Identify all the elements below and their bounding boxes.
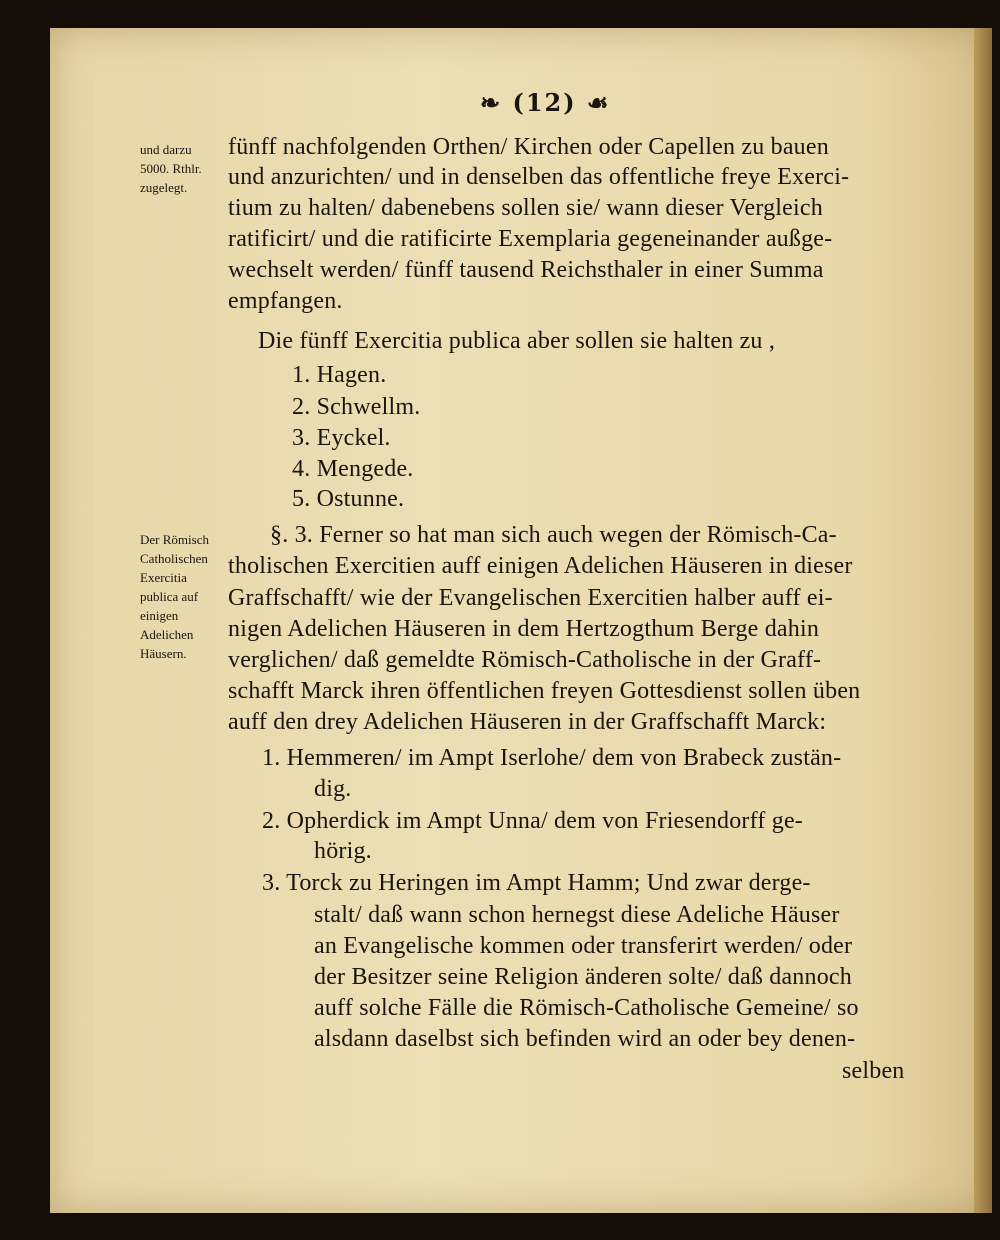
text-line: alsdann daselbst sich befinden wird an oder bey denen- [314,1026,856,1052]
text-line: an Evangelische kommen oder transferirt werden/ oder [314,933,853,959]
list-item: 3. Eyckel. [292,425,391,451]
list-item: 5. Ostunne. [292,486,405,512]
catchword: selben [842,1058,905,1084]
text-line: hörig. [314,838,372,864]
text-line: empfangen. [228,288,343,314]
text-line: und anzurichten/ und in denselben das offentliche freye Exerci- [228,164,850,190]
text-line: auff den drey Adelichen Häuseren in der Graffschafft Marck: [228,709,827,735]
text-line: wechselt werden/ fünff tausend Reichsthaler in einer Summa [228,257,824,283]
text-line: stalt/ daß wann schon hernegst diese Adeliche Häuser [314,902,840,928]
text-line: Graffschafft/ wie der Evangelischen Exercitien halber auff ei- [228,585,833,611]
list-item: 4. Mengede. [292,456,414,482]
text-line: tium zu halten/ dabenebens sollen sie/ wann dieser Vergleich [228,195,823,221]
text-line: dig. [314,776,352,802]
text-line: auff solche Fälle die Römisch-Catholische Gemeine/ so [314,995,859,1021]
text-line: verglichen/ daß gemeldte Römisch-Catholische in der Graff- [228,647,822,673]
list-item: 3. Torck zu Heringen im Ampt Hamm; Und zwar derge- [262,870,811,896]
text-line: der Besitzer seine Religion änderen solte/ daß dannoch [314,964,852,990]
list-item: 2. Opherdick im Ampt Unna/ dem von Friesendorff ge- [262,808,803,834]
margin-note-1: und darzu 5000. Rthlr. zugelegt. [140,142,202,195]
text-line: ratificirt/ und die ratificirte Exemplaria gegeneinander außge- [228,226,833,252]
list-item: 1. Hagen. [292,362,387,388]
page-header: ❧ (12) ☙ [480,88,611,117]
list-item: 1. Hemmeren/ im Ampt Iserlohe/ dem von Brabeck zustän- [262,745,842,771]
page-edge [974,28,992,1213]
text-line: nigen Adelichen Häuseren in dem Hertzogthum Berge dahin [228,616,820,642]
text-line: schafft Marck ihren öffentlichen freyen Gottesdienst sollen üben [228,678,861,704]
text-line: fünff nachfolgenden Orthen/ Kirchen oder Capellen zu bauen [228,134,829,160]
text-line: §. 3. Ferner so hat man sich auch wegen der Römisch-Ca- [270,522,837,548]
list-item: 2. Schwellm. [292,394,421,420]
margin-note-2: Der Römisch Catholischen Exercitia publica auf einigen Adelichen Häusern. [140,532,209,661]
text-line: tholischen Exercitien auff einigen Adelichen Häuseren in dieser [228,553,853,579]
text-line: Die fünff Exercitia publica aber sollen sie halten zu , [258,328,776,354]
